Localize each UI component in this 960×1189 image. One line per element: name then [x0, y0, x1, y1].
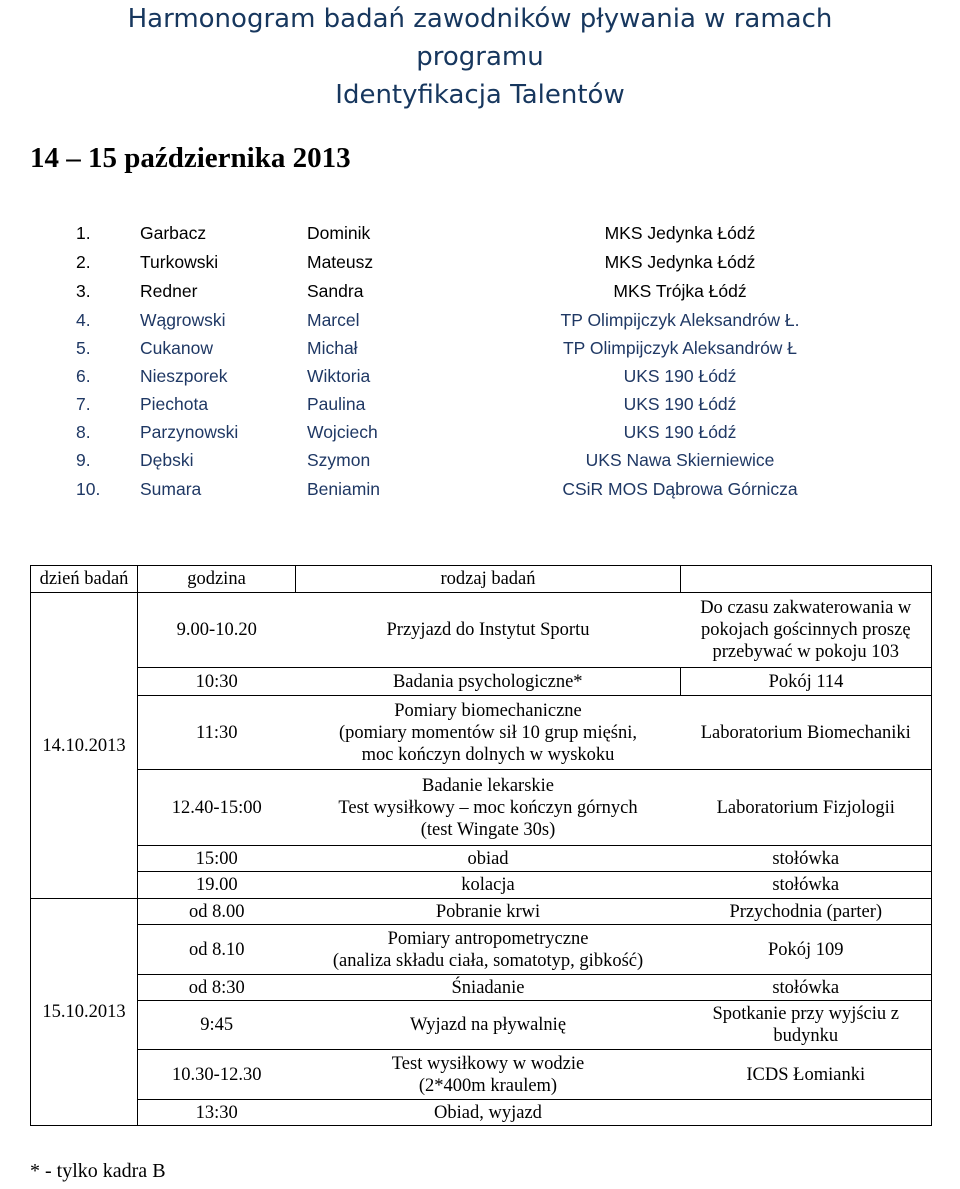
athlete-club: UKS Nawa Skierniewice [585, 450, 775, 470]
day-cell: 15.10.2013 [31, 899, 138, 1126]
type-cell: kolacja [296, 872, 681, 899]
schedule-row [31, 668, 932, 696]
place-cell: Spotkanie przy wyjściu z budynku [681, 1001, 932, 1050]
title-line-3: Identyfikacja Talentów [335, 80, 625, 110]
athlete-club: UKS 190 Łódź [623, 394, 737, 414]
schedule-row [31, 872, 932, 899]
type-line: (analiza składu ciała, somatotyp, gibkość) [332, 950, 644, 971]
time-cell: od 8.10 [138, 925, 296, 975]
athlete-row [0, 391, 960, 418]
type-cell: Śniadanie [296, 975, 681, 1001]
place-cell: Przychodnia (parter) [681, 899, 932, 925]
place-cell: Do czasu zakwaterowania w pokojach gościnnych proszę przebywać w pokoju 103 [681, 593, 932, 668]
athlete-number: 7. [76, 394, 91, 414]
time-cell: od 8:30 [138, 975, 296, 1001]
athlete-number: 6. [76, 366, 91, 386]
schedule-row [31, 925, 932, 975]
schedule-row [31, 899, 932, 925]
athlete-row [0, 419, 960, 446]
athlete-row [0, 220, 960, 247]
footnote: * - tylko kadra B [30, 1160, 166, 1182]
time-cell: 19.00 [138, 872, 296, 899]
type-cell: Obiad, wyjazd [296, 1100, 681, 1126]
date-heading: 14 – 15 października 2013 [30, 142, 351, 174]
time-cell: 9:45 [138, 1001, 296, 1050]
athlete-first-name: Michał [307, 338, 358, 358]
athlete-last-name: Nieszporek [140, 366, 228, 386]
time-cell: 13:30 [138, 1100, 296, 1126]
schedule-header-row [31, 566, 932, 593]
schedule-table [30, 565, 932, 1126]
athlete-last-name: Garbacz [140, 223, 207, 243]
athlete-last-name: Wągrowski [140, 310, 226, 330]
type-line: Pomiary antropometryczne [387, 928, 589, 949]
athlete-number: 4. [76, 310, 91, 330]
time-cell: od 8.00 [138, 899, 296, 925]
schedule-row [31, 770, 932, 846]
place-cell: Laboratorium Fizjologii [681, 770, 932, 846]
athlete-last-name: Redner [140, 281, 198, 301]
athlete-club: MKS Jedynka Łódź [604, 252, 756, 272]
type-cell: Przyjazd do Instytut Sportu [296, 593, 681, 668]
athlete-number: 8. [76, 422, 91, 442]
schedule-row [31, 696, 932, 770]
athlete-last-name: Sumara [140, 479, 202, 499]
type-line: Pomiary biomechaniczne [394, 700, 582, 721]
header-type: rodzaj badań [296, 566, 681, 593]
title-line-2: programu [416, 42, 544, 72]
header-day: dzień badań [31, 566, 138, 593]
athlete-first-name: Szymon [307, 450, 371, 470]
time-cell: 9.00-10.20 [138, 593, 296, 668]
athlete-club: UKS 190 Łódź [623, 422, 737, 442]
athlete-row [0, 476, 960, 503]
schedule-row [31, 1001, 932, 1050]
type-line: Test wysiłkowy w wodzie [391, 1053, 585, 1074]
athlete-number: 1. [76, 223, 91, 243]
place-cell: Pokój 114 [681, 668, 932, 696]
athlete-number: 5. [76, 338, 91, 358]
athlete-last-name: Cukanow [140, 338, 213, 358]
type-line: Test wysiłkowy – moc kończyn górnych [338, 797, 638, 818]
type-line: (test Wingate 30s) [420, 819, 556, 840]
type-line: moc kończyn dolnych w wyskoku [361, 744, 615, 765]
athlete-first-name: Dominik [307, 223, 371, 243]
athlete-last-name: Parzynowski [140, 422, 239, 442]
time-cell: 11:30 [138, 696, 296, 770]
header-place [681, 566, 932, 593]
type-cell [296, 696, 681, 770]
athlete-first-name: Mateusz [307, 252, 374, 272]
athlete-club: MKS Trójka Łódź [613, 281, 747, 301]
athlete-club: TP Olimpijczyk Aleksandrów Ł. [560, 310, 800, 330]
place-cell: Pokój 109 [681, 925, 932, 975]
place-cell: stołówka [681, 975, 932, 1001]
athlete-club: CSiR MOS Dąbrowa Górnicza [562, 479, 798, 499]
athlete-row [0, 335, 960, 362]
time-cell: 15:00 [138, 846, 296, 872]
type-cell [296, 1050, 681, 1100]
athlete-club: TP Olimpijczyk Aleksandrów Ł [562, 338, 798, 358]
athlete-last-name: Dębski [140, 450, 194, 470]
athlete-row [0, 278, 960, 305]
athlete-last-name: Piechota [140, 394, 209, 414]
athlete-number: 9. [76, 450, 91, 470]
type-cell: Badania psychologiczne* [296, 668, 681, 696]
athlete-row [0, 363, 960, 390]
athlete-club: UKS 190 Łódź [623, 366, 737, 386]
athlete-row [0, 307, 960, 334]
athlete-last-name: Turkowski [140, 252, 219, 272]
schedule-row [31, 593, 932, 668]
schedule-row [31, 975, 932, 1001]
type-cell: Pobranie krwi [296, 899, 681, 925]
time-cell: 10.30-12.30 [138, 1050, 296, 1100]
type-line: (pomiary momentów sił 10 grup mięśni, [338, 722, 638, 743]
place-cell: stołówka [681, 846, 932, 872]
title-line-1: Harmonogram badań zawodników pływania w ramach [127, 4, 833, 34]
athlete-first-name: Beniamin [307, 479, 380, 499]
type-line: (2*400m kraulem) [418, 1075, 558, 1096]
type-cell [296, 770, 681, 846]
place-cell [681, 1100, 932, 1126]
document-title [0, 0, 960, 114]
place-cell: stołówka [681, 872, 932, 899]
schedule-row [31, 1100, 932, 1126]
day-cell: 14.10.2013 [31, 593, 138, 899]
athlete-row [0, 447, 960, 474]
schedule-row [31, 846, 932, 872]
type-cell: Wyjazd na pływalnię [296, 1001, 681, 1050]
athlete-number: 10. [76, 479, 101, 499]
athlete-first-name: Marcel [307, 310, 360, 330]
athlete-club: MKS Jedynka Łódź [604, 223, 756, 243]
athlete-number: 3. [76, 281, 91, 301]
type-cell [296, 925, 681, 975]
time-cell: 12.40-15:00 [138, 770, 296, 846]
athlete-number: 2. [76, 252, 91, 272]
time-cell: 10:30 [138, 668, 296, 696]
athlete-first-name: Paulina [307, 394, 366, 414]
type-line: Badanie lekarskie [421, 775, 554, 796]
athlete-first-name: Wiktoria [307, 366, 371, 386]
athlete-first-name: Wojciech [307, 422, 378, 442]
schedule-row [31, 1050, 932, 1100]
place-cell: ICDS Łomianki [681, 1050, 932, 1100]
athlete-first-name: Sandra [307, 281, 364, 301]
place-cell: Laboratorium Biomechaniki [681, 696, 932, 770]
header-time: godzina [138, 566, 296, 593]
type-cell: obiad [296, 846, 681, 872]
athlete-row [0, 249, 960, 276]
